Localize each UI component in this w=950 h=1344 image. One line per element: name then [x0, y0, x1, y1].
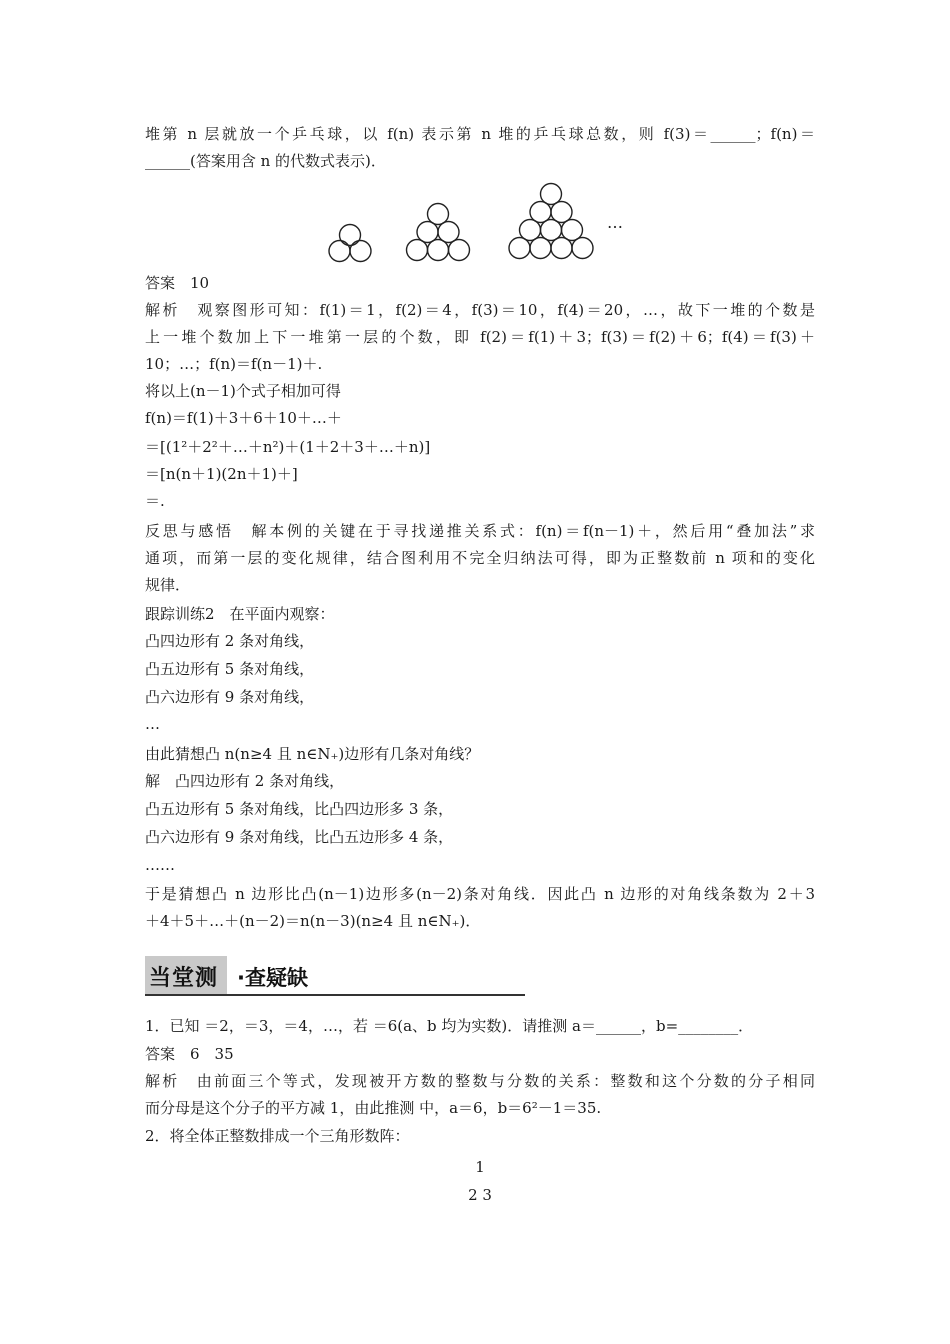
text-line: 解 凸四边形有 2 条对角线， [145, 772, 345, 790]
figure-ellipsis: … [607, 213, 623, 232]
text-line: 2．将全体正整数排成一个三角形数阵： [145, 1127, 410, 1145]
pile-1 [329, 225, 371, 262]
text-line: 将以上(n－1)个式子相加可得 [145, 382, 341, 400]
text-line: 凸四边形有 2 条对角线， [145, 632, 315, 650]
text-line: ＋4＋5＋…＋(n－2)＝n(n－3)(n≥4 且 n∈N₊)． [145, 912, 481, 930]
section-title: 当堂测 [149, 966, 219, 991]
section-subtitle: ·查疑缺 [237, 966, 308, 990]
text-line: 解析 由前面三个等式，发现被开方数的整数与分数的关系：整数和这个分数的分子相同 [145, 1072, 815, 1090]
text-line: ______(答案用含 n 的代数式表示)． [145, 152, 386, 170]
text-line: ＝[(1²＋2²＋…＋n²)＋(1＋2＋3＋…＋n)] [145, 438, 431, 456]
text-line: 而分母是这个分子的平方减 1，由此推测 中，a＝6，b＝6²－1＝35. [145, 1099, 602, 1117]
pile-3 [509, 184, 593, 259]
text-line: 10；…；f(n)＝f(n－1)＋. [145, 355, 323, 373]
text-line: 跟踪训练2 在平面内观察： [145, 605, 335, 623]
text-line: ＝[n(n＋1)(2n＋1)＋] [145, 465, 298, 483]
section-underline [145, 994, 525, 996]
text-line: 答案 6 35 [145, 1045, 234, 1063]
text-line: 通项，而第一层的变化规律，结合图利用不完全归纳法可得，即为正整数前 n 项和的变化 [145, 549, 815, 567]
pile-2 [407, 204, 470, 261]
text-line: 由此猜想凸 n(n≥4 且 n∈N₊)边形有几条对角线？ [145, 745, 480, 763]
text-line: 反思与感悟 解本例的关键在于寻找递推关系式：f(n)＝f(n－1)＋，然后用“叠加法”求 [145, 522, 815, 540]
text-line: 凸五边形有 5 条对角线，比凸四边形多 3 条， [145, 800, 454, 818]
text-line: 堆第 n 层就放一个乒乓球，以 f(n) 表示第 n 堆的乒乓球总数，则 f(3)＝______；f(n)＝ [145, 125, 815, 143]
text-line: 解析 观察图形可知：f(1)＝1，f(2)＝4，f(3)＝10，f(4)＝20，…，故下一堆的个数是 [145, 301, 815, 319]
text-line: …… [145, 856, 175, 874]
text-line: f(n)＝f(1)＋3＋6＋10＋…＋ [145, 409, 342, 427]
section-header [145, 956, 525, 996]
text-line: ＝. [145, 492, 165, 510]
triangle-row-1: 1 [475, 1158, 485, 1176]
text-line: 凸五边形有 5 条对角线， [145, 660, 315, 678]
text-line: 上一堆个数加上下一堆第一层的个数，即 f(2)＝f(1)＋3；f(3)＝f(2)＋6；f(4)＝f(3)＋ [145, 328, 815, 346]
text-line: 于是猜想凸 n 边形比凸(n－1)边形多(n－2)条对角线．因此凸 n 边形的对角线条数为 2＋3 [145, 885, 815, 903]
ping-pong-pyramid-figure [320, 180, 640, 266]
triangle-row-2: 2 3 [468, 1186, 492, 1204]
text-line: 凸六边形有 9 条对角线， [145, 688, 315, 706]
text-line: 1．已知 ＝2，＝3，＝4，…，若 ＝6(a、b 均为实数)．请推测 a＝______，b=________． [145, 1017, 754, 1035]
text-line: 答案 10 [145, 274, 210, 292]
text-line: 凸六边形有 9 条对角线，比凸五边形多 4 条， [145, 828, 454, 846]
text-line: … [145, 715, 160, 733]
text-line: 规律． [145, 576, 191, 594]
